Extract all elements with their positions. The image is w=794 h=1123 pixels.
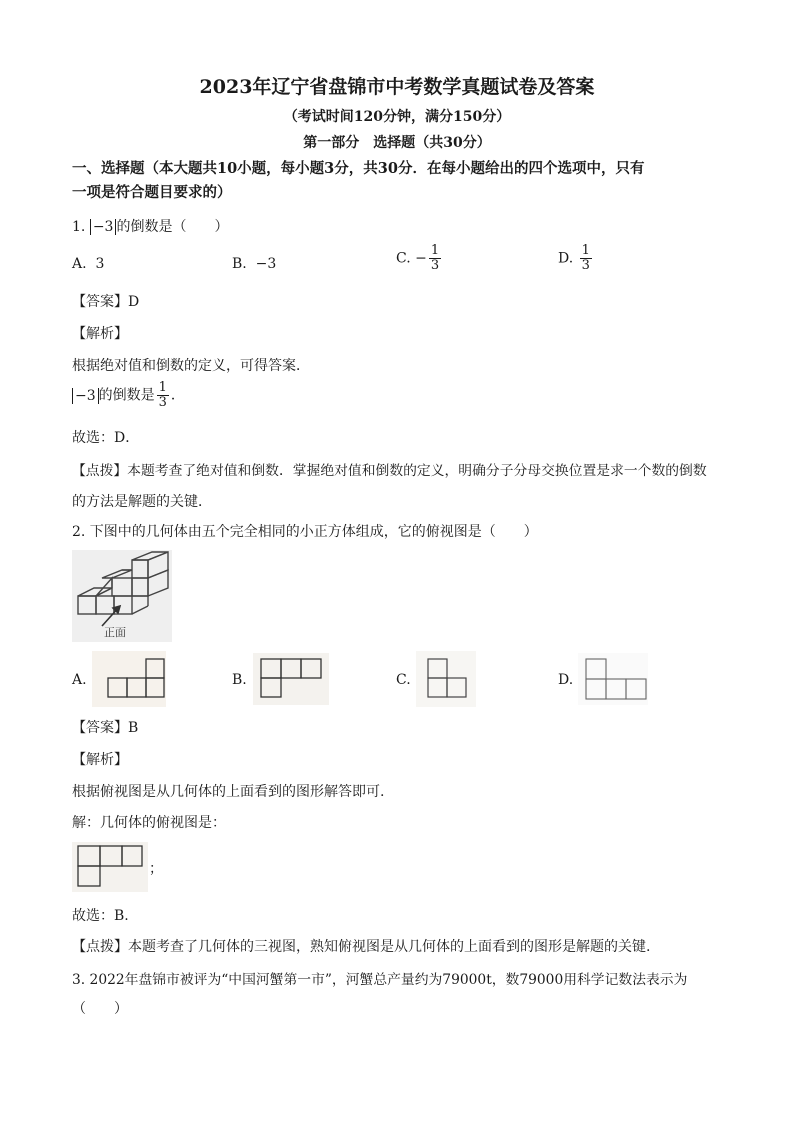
q1-option-c [396,244,443,273]
option-label: A. [72,256,87,272]
page-title: 2023年辽宁省盘锦市中考数学真题试卷及答案 [199,76,595,98]
fraction-numerator: 1 [158,380,167,395]
fraction [429,244,441,273]
q1-analysis-mid: 的倒数是 [98,387,155,404]
q2-comment: 【点拨】本题考查了几何体的三视图，熟知俯视图是从几何体的上面看到的图形是解题的关键. [72,939,651,955]
fraction [580,244,592,273]
q1-option-d [558,244,594,273]
fraction [157,381,169,410]
q1-analysis-line1: 根据绝对值和倒数的定义，可得答案． [72,358,310,374]
q2-option-d-label: D. [558,672,574,688]
section-heading-line2: 一项是符合题目要求的） [72,184,232,201]
q2-option-b-label: B. [232,672,247,688]
option-label: C. [396,250,411,267]
fraction-numerator: 1 [430,243,440,258]
q1-option-a [72,256,104,272]
option-value: 3 [95,256,105,272]
q2-analysis-label: 【解析】 [72,752,128,768]
q2-solution-line: 解：几何体的俯视图是： [72,815,226,831]
q1-abs-value: −3 [90,219,117,235]
q2-solution-figure [72,842,148,892]
q2-analysis-line1: 根据俯视图是从几何体的上面看到的图形解答即可. [72,784,385,800]
q2-option-a-label: A. [72,672,87,688]
solution-background [72,842,148,892]
q1-comment-line1: 【点拨】本题考查了绝对值和倒数．掌握绝对值和倒数的定义，明确分子分母交换位置是求一个数的倒数 [72,463,707,479]
q2-option-b-figure [253,653,329,705]
option-label: D. [558,250,574,267]
q1-choose: 故选：D． [72,430,140,446]
q2-answer: 【答案】B [72,720,139,736]
q3-stem-line2: （ ） [72,1001,128,1017]
fraction-denominator: 3 [581,258,590,273]
q2-option-d-figure [578,653,648,705]
q2-option-c-figure [416,651,476,707]
q1-analysis-abs: −3 [72,388,99,404]
q1-analysis-end: ． [170,387,185,404]
front-label: 正面 [104,626,126,639]
q1-answer: 【答案】D [72,294,140,310]
q2-choose: 故选：B. [72,908,129,924]
option-value: −3 [255,256,277,272]
part-title: 第一部分 选择题（共30分） [303,135,491,151]
q1-stem [72,216,228,236]
q1-comment-line2: 的方法是解题的关键． [72,494,212,510]
exam-info: （考试时间120分钟，满分150分） [283,109,511,125]
q2-option-c-label: C. [396,672,411,688]
option-label: B. [232,256,247,272]
q1-option-b [232,256,276,272]
q1-number: 1. [72,219,86,235]
q2-semicolon: ； [149,861,163,877]
q1-analysis-label: 【解析】 [72,326,128,342]
fraction-denominator: 3 [158,395,167,410]
q2-stem: 2. 下图中的几何体由五个完全相同的小正方体组成，它的俯视图是（ ） [72,524,538,540]
q2-option-a-figure [92,651,166,707]
q1-analysis-line2 [72,381,185,410]
fraction-numerator: 1 [581,243,590,258]
cube-figure [72,550,172,642]
q3-stem-line1: 3. 2022年盘锦市被评为“中国河蟹第一市”，河蟹总产量约为79000t，数79000用科学记数法表示为 [72,972,688,988]
q1-stem-suffix: 的倒数是（ ） [116,219,229,235]
fraction-denominator: 3 [430,258,440,273]
section-heading-line1: 一、选择题（本大题共10小题，每小题3分，共30分．在每小题给出的四个选项中，只有 [72,160,645,177]
option-sign: − [415,250,427,267]
